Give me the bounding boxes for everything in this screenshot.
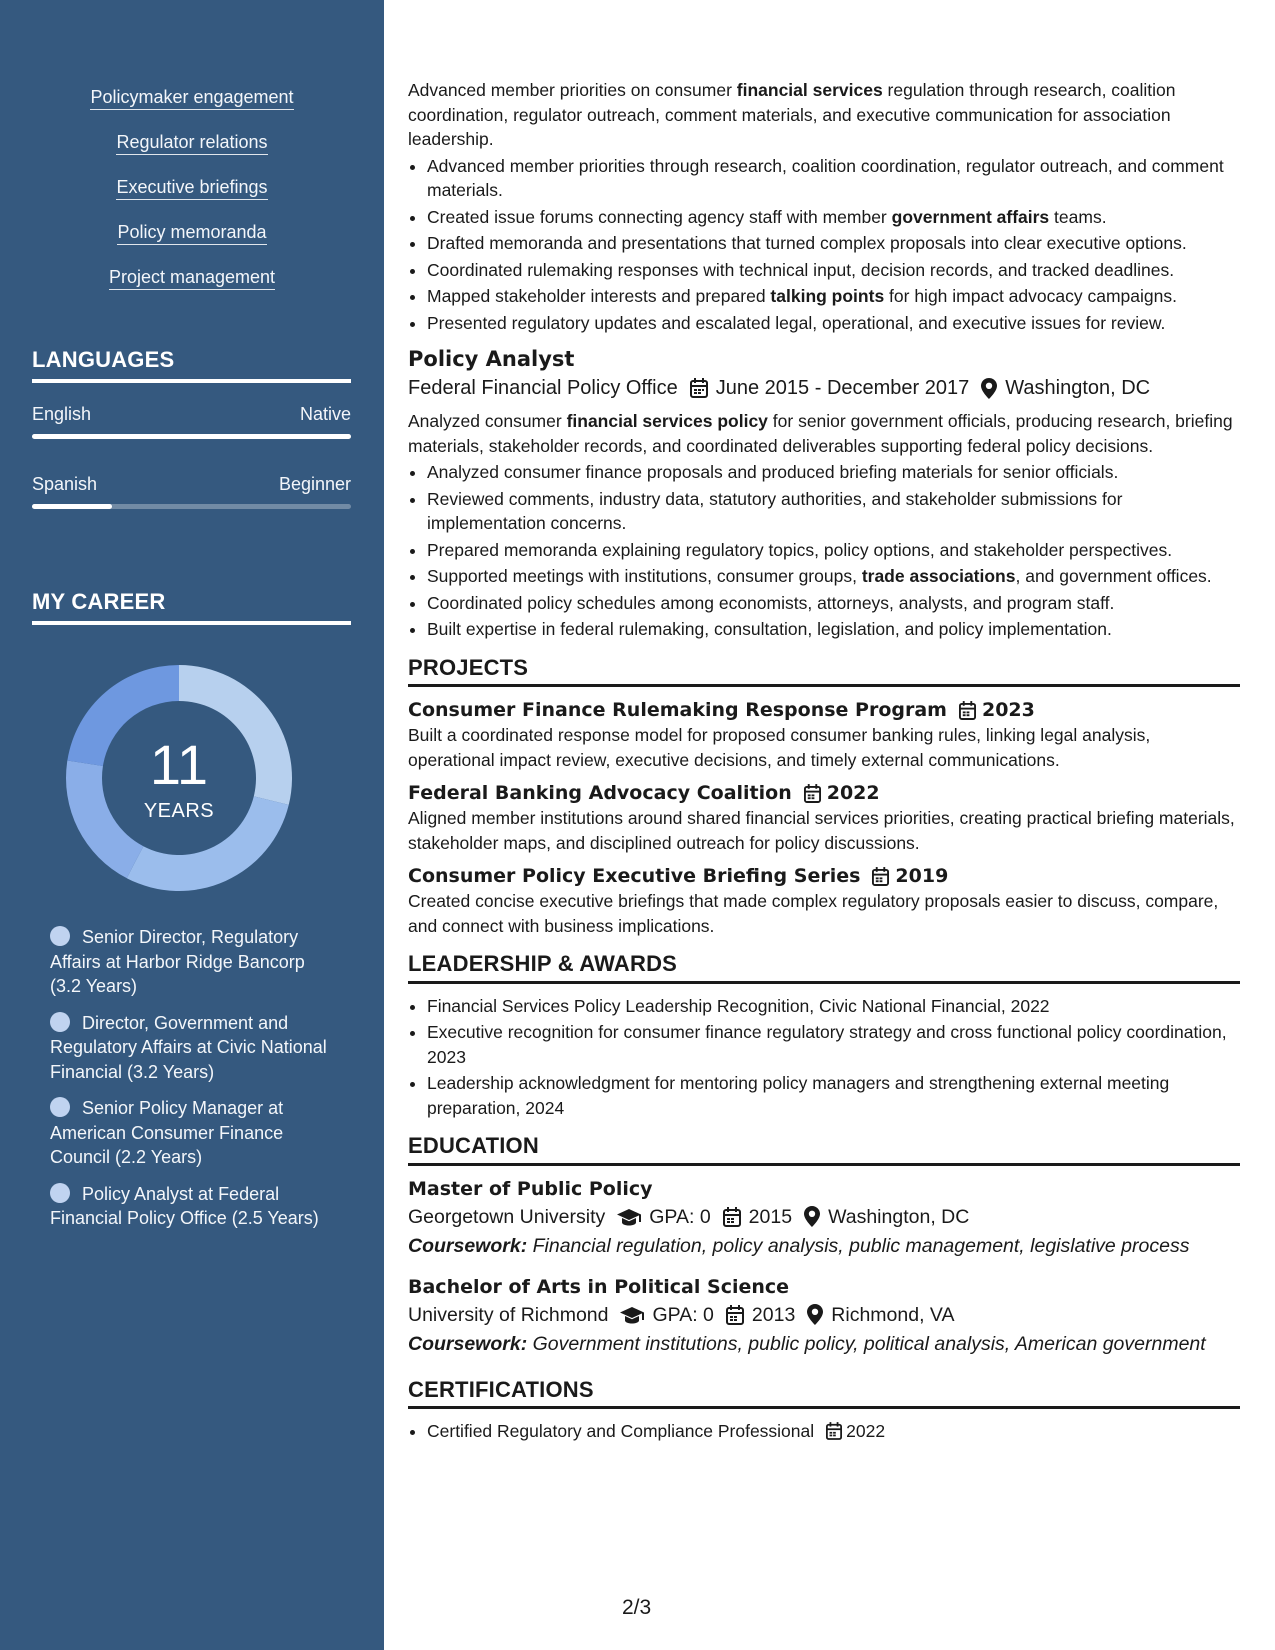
project-title	[408, 780, 1240, 806]
skill-item	[0, 266, 384, 311]
certifications-heading: CERTIFICATIONS	[408, 1378, 1240, 1410]
main-content	[408, 78, 1240, 1446]
bullet-item: • Prepared memoranda explaining regulatory topics, policy options, and stakeholder perspectives.	[427, 538, 1240, 563]
skill-item	[0, 131, 384, 176]
language-level: Beginner	[278, 474, 351, 494]
project-year: 2022	[826, 782, 880, 804]
bullet-dot-icon	[50, 1183, 70, 1203]
calendar-icon	[826, 1422, 842, 1440]
coursework	[408, 1232, 1240, 1260]
skill-label: Regulator relations	[116, 131, 267, 155]
project-description: Created concise executive briefings that made complex regulatory proposals easier to discuss, compare, and connect with business implications.	[408, 891, 1219, 936]
calendar-icon	[690, 378, 708, 398]
languages-heading: LANGUAGES	[32, 347, 351, 383]
project-name: Consumer Policy Executive Briefing Series	[408, 865, 861, 887]
career-list	[50, 925, 340, 1243]
job-dates: June 2015 - December 2017	[715, 377, 970, 399]
skill-label: Executive briefings	[116, 176, 267, 200]
skill-item	[0, 221, 384, 266]
bullet-item: • Analyzed consumer finance proposals and produced briefing materials for senior officials.	[427, 460, 1240, 485]
degree-title: Bachelor of Arts in Political Science	[408, 1275, 790, 1298]
certification-name: • Certified Regulatory and Compliance Professional	[427, 1421, 815, 1441]
location-pin-icon	[804, 1206, 820, 1227]
calendar-icon	[804, 784, 821, 803]
coursework-text: Financial regulation, policy analysis, public management, legislative process	[527, 1234, 1190, 1257]
language-bar-fill	[32, 434, 351, 439]
language-row-english	[32, 404, 351, 425]
project-year: 2023	[981, 699, 1035, 721]
career-item-text: Policy Analyst at Federal Financial Policy Office (2.5 Years)	[50, 1183, 319, 1228]
job-bullets	[427, 460, 1240, 642]
language-name: Spanish	[32, 474, 98, 494]
certification-year: 2022	[846, 1421, 886, 1441]
language-bar-fill	[32, 504, 112, 509]
bullet-item: • Coordinated policy schedules among economists, attorneys, analysts, and program staff.	[427, 591, 1240, 616]
skill-label: Project management	[109, 266, 275, 290]
bullet-item: • Created issue forums connecting agency staff with member government affairs teams.	[427, 205, 1240, 230]
job-meta	[408, 373, 1240, 403]
certifications-list	[427, 1419, 1240, 1444]
calendar-icon	[872, 867, 889, 886]
school-name: University of Richmond	[408, 1303, 609, 1326]
project-name: Consumer Finance Rulemaking Response Program	[408, 699, 947, 721]
bullet-dot-icon	[50, 1012, 70, 1032]
project-description: Aligned member institutions around shared financial services priorities, creating practical briefing materials, stakeholder maps, and disciplined outreach for policy discussions.	[408, 808, 1235, 853]
bullet-item: • Supported meetings with institutions, consumer groups, trade associations, and government offices.	[427, 564, 1240, 589]
career-heading: MY CAREER	[32, 589, 351, 625]
page-number: 2/3	[622, 1596, 652, 1619]
career-item-text: Senior Policy Manager at American Consumer Finance Council (2.2 Years)	[50, 1098, 284, 1167]
degree-title: Master of Public Policy	[408, 1177, 653, 1200]
language-level: Native	[299, 404, 351, 424]
career-years-label: YEARS	[143, 800, 215, 822]
school-name: Georgetown University	[408, 1205, 606, 1228]
career-item-text: Director, Government and Regulatory Affairs at Civic National Financial (3.2 Years)	[50, 1012, 327, 1082]
summary-text: Advanced member priorities on consumer	[408, 80, 737, 100]
award-item: • Executive recognition for consumer finance regulatory strategy and cross functional policy coordination, 2023	[427, 1020, 1240, 1069]
skill-label: Policy memoranda	[117, 221, 266, 245]
job-company: Federal Financial Policy Office	[408, 377, 678, 399]
bullet-dot-icon	[50, 1097, 70, 1117]
summary-text: regulation through research, coalition coordination, regulator outreach, comment materials, and executive communication for association leadership.	[408, 80, 1176, 149]
school-location: Richmond, VA	[831, 1303, 955, 1326]
project-title	[408, 863, 1240, 889]
job-title: Policy Analyst	[408, 347, 575, 371]
career-item	[50, 1096, 340, 1170]
previous-role-bullets	[427, 154, 1240, 336]
bullet-item: • Mapped stakeholder interests and prepared talking points for high impact advocacy campaigns.	[427, 284, 1240, 309]
bullet-item: • Drafted memoranda and presentations that turned complex proposals into clear executive options.	[427, 231, 1240, 256]
coursework-label: Coursework:	[408, 1234, 528, 1257]
job-location: Washington, DC	[1005, 377, 1151, 399]
coursework-label: Coursework:	[408, 1332, 528, 1355]
bullet-item: • Advanced member priorities through research, coalition coordination, regulator outreach, and comment materials.	[427, 154, 1240, 203]
bullet-item: • Built expertise in federal rulemaking, consultation, legislation, and policy implementation.	[427, 617, 1240, 642]
calendar-icon	[726, 1305, 744, 1325]
job-summary: Analyzed consumer financial services policy for senior government officials, producing research, briefing materials, stakeholder records, and coordinated deliverables supporting federal policy decisions.	[408, 411, 1233, 456]
location-pin-icon	[981, 378, 997, 399]
graduation-cap-icon	[620, 1306, 644, 1324]
bullet-item: • Presented regulatory updates and escalated legal, operational, and executive issues for review.	[427, 311, 1240, 336]
career-total-years: 11	[149, 733, 209, 796]
skill-item	[0, 86, 384, 131]
gpa: GPA: 0	[649, 1205, 711, 1228]
career-item	[50, 1011, 340, 1085]
career-item	[50, 1182, 340, 1231]
previous-role-summary	[408, 78, 1240, 152]
sidebar	[0, 0, 384, 1650]
skills-list	[0, 86, 384, 311]
education-meta	[408, 1202, 1240, 1232]
graduation-cap-icon	[617, 1208, 641, 1226]
coursework	[408, 1330, 1240, 1358]
career-item-text: Senior Director, Regulatory Affairs at Harbor Ridge Bancorp (3.2 Years)	[50, 927, 305, 996]
language-row-spanish	[32, 474, 351, 495]
summary-keyword: financial services	[736, 80, 883, 100]
award-item: • Financial Services Policy Leadership Recognition, Civic National Financial, 2022	[427, 994, 1240, 1019]
projects-heading: PROJECTS	[408, 656, 1240, 688]
project-description: Built a coordinated response model for proposed consumer banking rules, linking legal analysis, operational impact review, executive decisions, and timely external communications.	[408, 725, 1151, 770]
project-name: Federal Banking Advocacy Coalition	[408, 782, 792, 804]
skill-item	[0, 176, 384, 221]
location-pin-icon	[807, 1304, 823, 1325]
language-bar-spanish	[32, 504, 351, 509]
award-item: • Leadership acknowledgment for mentoring policy managers and strengthening external meeting preparation, 2024	[427, 1071, 1240, 1120]
certification-item	[427, 1419, 1240, 1444]
graduation-year: 2013	[751, 1303, 796, 1326]
bullet-item: • Reviewed comments, industry data, statutory authorities, and stakeholder submissions for implementation concerns.	[427, 487, 1240, 536]
graduation-year: 2015	[748, 1205, 793, 1228]
bullet-dot-icon	[50, 926, 70, 946]
coursework-text: Government institutions, public policy, political analysis, American government	[527, 1332, 1206, 1355]
language-name: English	[32, 404, 92, 424]
education-heading: EDUCATION	[408, 1134, 1240, 1166]
gpa: GPA: 0	[652, 1303, 714, 1326]
project-year: 2019	[895, 865, 949, 887]
career-item	[50, 925, 340, 999]
calendar-icon	[959, 701, 976, 720]
skill-label: Policymaker engagement	[90, 86, 293, 110]
education-meta	[408, 1300, 1240, 1330]
school-location: Washington, DC	[828, 1205, 970, 1228]
language-bar-english	[32, 434, 351, 439]
awards-heading: LEADERSHIP & AWARDS	[408, 952, 1240, 984]
project-title	[408, 697, 1240, 723]
calendar-icon	[723, 1207, 741, 1227]
awards-list	[427, 994, 1240, 1121]
bullet-item: • Coordinated rulemaking responses with technical input, decision records, and tracked deadlines.	[427, 258, 1240, 283]
